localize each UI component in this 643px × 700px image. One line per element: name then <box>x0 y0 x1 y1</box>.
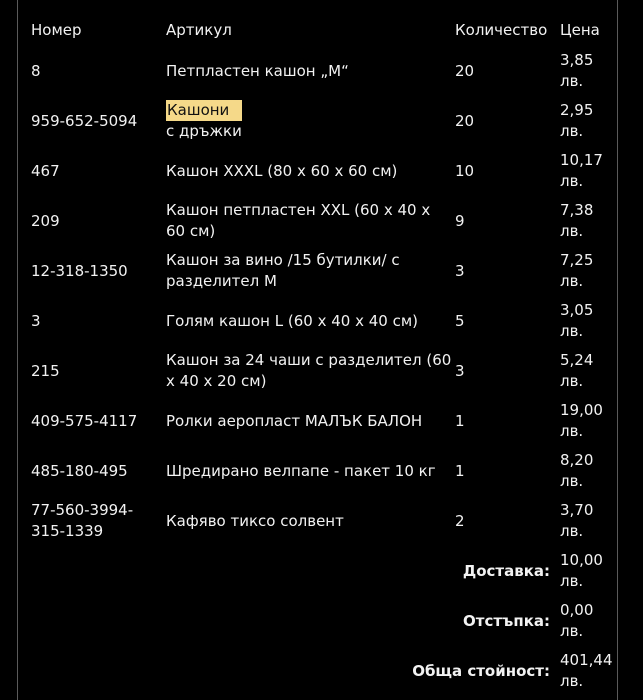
row-article: Кашон за 24 чаши с разделител (60 x 40 x 20 см) <box>166 351 452 390</box>
header-number: Номер <box>31 20 82 39</box>
table-row <box>18 197 617 245</box>
row-price: 7,38 лв. <box>560 201 594 240</box>
table-row <box>18 147 617 195</box>
row-article: Ролки аеропласт МАЛЪК БАЛОН <box>166 411 423 430</box>
order-table <box>17 0 618 700</box>
row-article: Голям кашон L (60 x 40 x 40 см) <box>166 311 418 330</box>
row-article: Петпластен кашон „M“ <box>166 61 349 80</box>
total-value: 401,44 лв. <box>560 651 613 690</box>
row-quantity: 10 <box>455 161 475 180</box>
table-row <box>18 247 617 295</box>
total-label: Обща стойност: <box>412 661 550 680</box>
row-price: 5,24 лв. <box>560 351 594 390</box>
row-number: 485-180-495 <box>31 461 128 480</box>
header-article: Артикул <box>166 20 232 39</box>
row-price: 3,85 лв. <box>560 51 594 90</box>
row-number: 3 <box>31 311 41 330</box>
row-quantity: 1 <box>455 461 465 480</box>
row-article: Кашони с дръжки <box>166 101 242 140</box>
table-row <box>18 447 617 495</box>
row-number: 12-318-1350 <box>31 261 128 280</box>
delivery-row <box>18 547 617 595</box>
row-quantity: 2 <box>455 511 465 530</box>
row-number: 209 <box>31 211 60 230</box>
discount-label: Отстъпка: <box>463 611 550 630</box>
table-row <box>18 497 617 545</box>
row-price: 7,25 лв. <box>560 251 594 290</box>
row-number: 409-575-4117 <box>31 411 138 430</box>
row-quantity: 5 <box>455 311 465 330</box>
table-row <box>18 347 617 395</box>
discount-row <box>18 597 617 645</box>
row-quantity: 20 <box>455 111 475 130</box>
row-article: Кашон XXXL (80 x 60 x 60 см) <box>166 161 398 180</box>
row-quantity: 9 <box>455 211 465 230</box>
table-header <box>18 10 617 50</box>
row-quantity: 1 <box>455 411 465 430</box>
table-row <box>18 397 617 445</box>
table-row <box>18 97 617 145</box>
delivery-value: 10,00 лв. <box>560 551 603 590</box>
total-row <box>18 647 617 695</box>
row-article: Кашон за вино /15 бутилки/ с разделител M <box>166 251 400 290</box>
row-quantity: 3 <box>455 361 465 380</box>
row-article: Кашон петпластен XXL (60 x 40 x 60 см) <box>166 201 431 240</box>
row-number: 215 <box>31 361 60 380</box>
discount-value: 0,00 лв. <box>560 601 594 640</box>
row-number: 8 <box>31 61 41 80</box>
row-number: 467 <box>31 161 60 180</box>
row-price: 10,17 лв. <box>560 151 603 190</box>
row-price: 3,70 лв. <box>560 501 594 540</box>
header-quantity: Количество <box>455 20 548 39</box>
row-number: 77-560-3994-315-1339 <box>31 501 134 540</box>
header-price: Цена <box>560 20 600 39</box>
search-highlight: Кашони <box>166 100 242 121</box>
row-article: Шредирано велпапе - пакет 10 кг <box>166 461 436 480</box>
row-price: 8,20 лв. <box>560 451 594 490</box>
row-article: Кафяво тиксо солвент <box>166 511 344 530</box>
delivery-label: Доставка: <box>462 561 550 580</box>
row-price: 3,05 лв. <box>560 301 594 340</box>
row-number: 959-652-5094 <box>31 111 138 130</box>
row-quantity: 3 <box>455 261 465 280</box>
table-row <box>18 47 617 95</box>
table-row <box>18 297 617 345</box>
row-price: 2,95 лв. <box>560 101 594 140</box>
row-price: 19,00 лв. <box>560 401 603 440</box>
row-quantity: 20 <box>455 61 475 80</box>
